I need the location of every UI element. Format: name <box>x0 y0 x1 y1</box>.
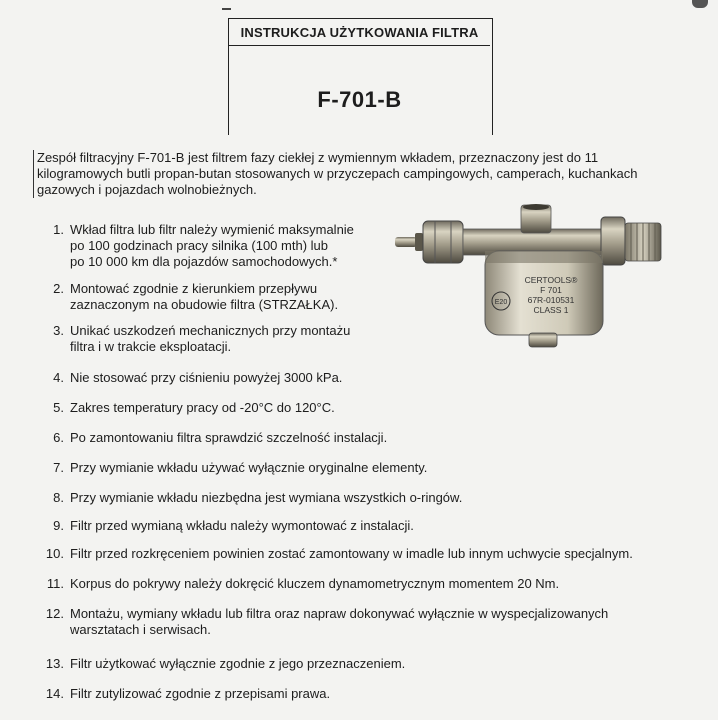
model-number: F-701-B <box>317 87 402 112</box>
item-text: Filtr przed wymianą wkładu należy wymontować z instalacji. <box>70 518 414 533</box>
item-number: 2. <box>53 281 64 296</box>
item-number: 4. <box>53 370 64 385</box>
item-number: 7. <box>53 460 64 475</box>
document-title: INSTRUKCJA UŻYTKOWANIA FILTRA <box>229 19 490 46</box>
item-number: 8. <box>53 490 64 505</box>
item-number: 1. <box>53 222 64 237</box>
item-text: Przy wymianie wkładu używać wyłącznie oryginalne elementy. <box>70 460 428 475</box>
filter-product-image <box>393 203 665 353</box>
inlet-pin <box>395 237 417 247</box>
item-text: Przy wymianie wkładu niezbędna jest wymiana wszystkich o-ringów. <box>70 490 463 505</box>
item-text: Montażu, wymiany wkładu lub filtra oraz napraw dokonywać wyłącznie w wyspecjalizowanych warsztatach i serwisach. <box>70 606 609 637</box>
item-number: 3. <box>53 323 64 338</box>
item-text: Korpus do pokrywy należy dokręcić kluczem dynamometrycznym momentem 20 Nm. <box>70 576 560 591</box>
item-number: 11. <box>46 576 64 591</box>
item-number: 5. <box>53 400 64 415</box>
label-brand: CERTOOLS® <box>524 275 578 285</box>
item-number: 6. <box>53 430 64 445</box>
e-mark-text: E20 <box>494 299 508 306</box>
item-text: Filtr przed rozkręceniem powinien zostać zamontowany w imadle lub innym uchwycie specjalnym. <box>70 546 633 561</box>
item-text: Unikać uszkodzeń mechanicznych przy montażu filtra i w trakcie eksploatacji. <box>70 323 351 354</box>
item-number: 14. <box>45 686 64 701</box>
item-number: 13. <box>45 656 64 671</box>
inlet-nut <box>423 221 463 263</box>
item-text: Filtr zutylizować zgodnie z przepisami prawa. <box>70 686 331 701</box>
intro-paragraph: Zespół filtracyjny F-701-B jest filtrem fazy ciekłej z wymiennym wkładem, przeznaczony jest do 11 kilogramowych butli propan-butan stosowanych w przyczepach campingowych, camperach, kuchankach gazowych i pojazdach wolnobieżnych. <box>33 150 677 198</box>
drain-plug <box>529 333 557 347</box>
label-model: F 701 <box>540 285 562 295</box>
item-number: 10. <box>45 546 64 561</box>
item-text: Zakres temperatury pracy od -20°C do 120°C. <box>70 400 335 415</box>
item-number: 9. <box>53 518 64 533</box>
outlet-nut <box>601 217 625 265</box>
inlet-ring <box>415 233 423 251</box>
item-text: Wkład filtra lub filtr należy wymienić maksymalnie po 100 godzinach pracy silnika (100 mth) lub po 10 000 km dla pojazdów samochodowych.* <box>70 222 354 269</box>
item-number: 12. <box>45 606 64 621</box>
item-text: Po zamontowaniu filtra sprawdzić szczelność instalacji. <box>70 430 388 445</box>
item-text: Nie stosować przy ciśnieniu powyżej 3000 kPa. <box>70 370 343 385</box>
label-approval: 67R-010531 <box>527 295 575 305</box>
label-class: CLASS 1 <box>533 305 569 315</box>
item-text: Filtr użytkować wyłącznie zgodnie z jego przeznaczeniem. <box>70 656 406 671</box>
item-text: Montować zgodnie z kierunkiem przepływu zaznaczonym na obudowie filtra (STRZAŁKA). <box>70 281 339 312</box>
